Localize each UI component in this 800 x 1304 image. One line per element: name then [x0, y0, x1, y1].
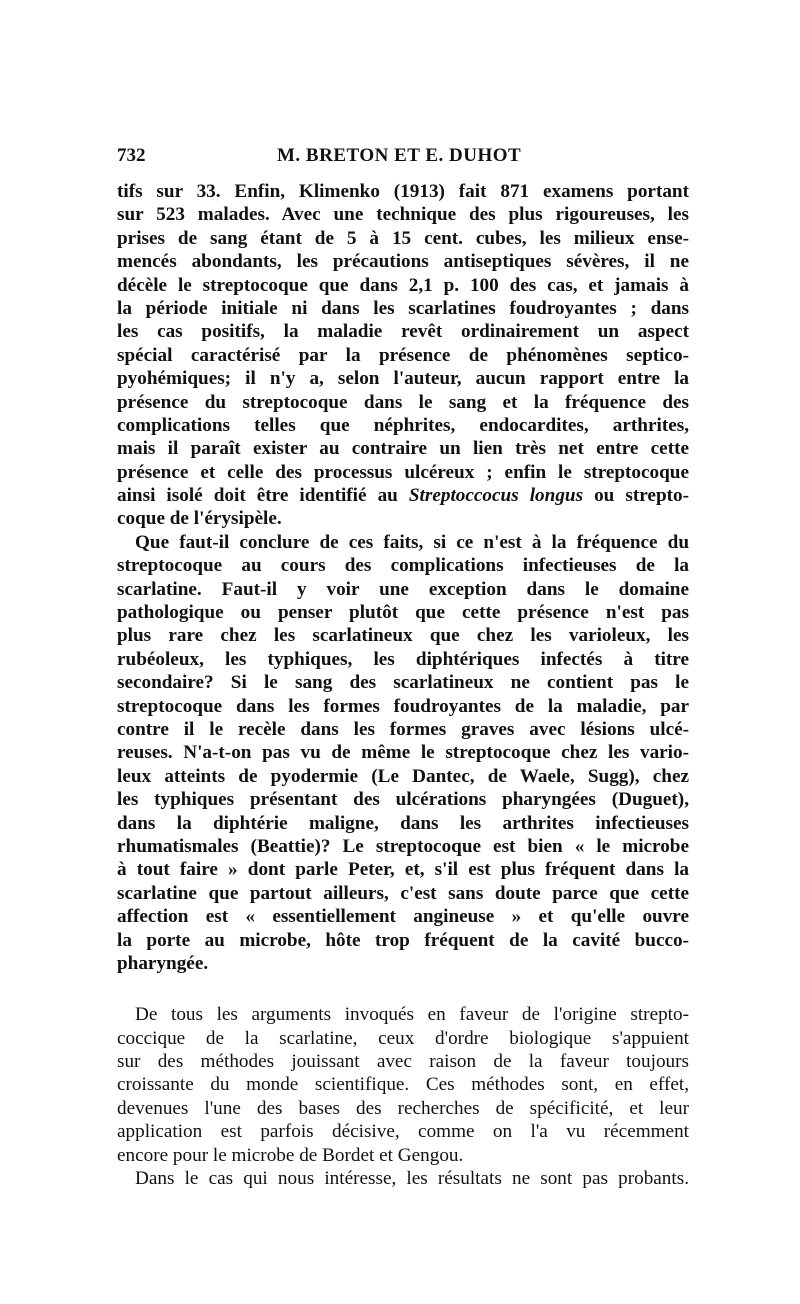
text-line: encore pour le microbe de Bordet et Gengou. [117, 1144, 464, 1166]
text-line: rhumatismales (Beattie)? Le streptocoque est bien « le microbe [117, 835, 689, 857]
text-line: dans la diphtérie maligne, dans les arthrites infectieuses [117, 812, 689, 834]
text-line: pyohémiques; il n'y a, selon l'auteur, aucun rapport entre la [117, 368, 689, 390]
text-line: Dans le cas qui nous intéresse, les résultats ne sont pas probants. [135, 1168, 689, 1190]
text-line: streptocoque dans les formes foudroyantes de la maladie, par [117, 695, 689, 717]
text-line: reuses. N'a-t-on pas vu de même le streptocoque chez les vario- [117, 742, 689, 764]
text-line: prises de sang étant de 5 à 15 cent. cubes, les milieux ense- [117, 227, 689, 249]
text-line: complications telles que néphrites, endocardites, arthrites, [117, 414, 689, 436]
text-line: pathologique ou penser plutôt que cette présence n'est pas [117, 602, 689, 624]
text-line [117, 484, 689, 507]
text-line: De tous les arguments invoqués en faveur de l'origine strepto- [135, 1004, 689, 1026]
text-line: présence et celle des processus ulcéreux ; enfin le streptocoque [117, 461, 689, 483]
text-line: Que faut-il conclure de ces faits, si ce n'est à la fréquence du [135, 531, 689, 553]
paragraph-3 [117, 1003, 689, 1167]
text-line: secondaire? Si le sang des scarlatineux ne contient pas le [117, 672, 689, 694]
text-line: plus rare chez les scarlatineux que chez les varioleux, les [117, 625, 689, 647]
text-line: mais il paraît exister au contraire un lien très net entre cette [117, 438, 689, 460]
text-line: streptocoque au cours des complications infectieuses de la [117, 555, 689, 577]
text-line: contre il le recèle dans les formes graves avec lésions ulcé- [117, 718, 689, 740]
text-line: les cas positifs, la maladie revêt ordinairement un aspect [117, 321, 689, 343]
body-text [117, 180, 689, 1190]
text-line: la période initiale ni dans les scarlatines foudroyantes ; dans [117, 297, 689, 319]
page-header [117, 145, 687, 167]
text-line: tifs sur 33. Enfin, Klimenko (1913) fait 871 examens portant [117, 181, 689, 202]
species-name: Streptoccocus longus [408, 485, 584, 507]
text-segment: ou strepto- [583, 485, 689, 507]
text-line: la porte au microbe, hôte trop fréquent de la cavité bucco- [117, 929, 689, 951]
text-line: sur des méthodes jouissant avec raison de la faveur toujours [117, 1051, 689, 1073]
text-line: application est parfois décisive, comme on l'a vu récemment [117, 1121, 689, 1143]
text-line: les typhiques présentant des ulcérations pharyngées (Duguet), [117, 789, 689, 811]
text-line: décèle le streptocoque que dans 2,1 p. 100 des cas, et jamais à [117, 274, 689, 296]
text-line: pharyngée. [117, 952, 209, 974]
text-line: à tout faire » dont parle Peter, et, s'il est plus fréquent dans la [117, 859, 689, 881]
paragraph-gap [117, 975, 689, 1003]
text-line: coccique de la scarlatine, ceux d'ordre biologique s'appuient [117, 1027, 689, 1049]
text-line: scarlatine. Faut-il y voir une exception dans le domaine [117, 578, 689, 600]
text-line: rubéoleux, les typhiques, les diphtériques infectés à titre [117, 648, 689, 670]
paragraph-4 [117, 1167, 689, 1190]
paragraph-1 [117, 180, 689, 531]
text-line: devenues l'une des bases des recherches de spécificité, et leur [117, 1097, 689, 1119]
text-line: croissante du monde scientifique. Ces méthodes sont, en effet, [117, 1074, 689, 1096]
page-number: 732 [117, 145, 146, 166]
text-line: présence du streptocoque dans le sang et la fréquence des [117, 391, 689, 413]
text-line: scarlatine que partout ailleurs, c'est sans doute parce que cette [117, 882, 689, 904]
text-line: spécial caractérisé par la présence de phénomènes septico- [117, 344, 689, 366]
running-head: M. BRETON ET E. DUHOT [277, 145, 522, 166]
text-segment: ainsi isolé doit être identifié au [117, 485, 409, 507]
text-line: mencés abondants, les précautions antiseptiques sévères, il ne [117, 251, 689, 273]
paragraph-2 [117, 531, 689, 975]
text-line: affection est « essentiellement angineuse » et qu'elle ouvre [117, 906, 689, 928]
text-line: leux atteints de pyodermie (Le Dantec, de Waele, Sugg), chez [117, 765, 689, 787]
text-line: sur 523 malades. Avec une technique des plus rigoureuses, les [117, 204, 689, 226]
text-line: coque de l'érysipèle. [117, 508, 282, 530]
